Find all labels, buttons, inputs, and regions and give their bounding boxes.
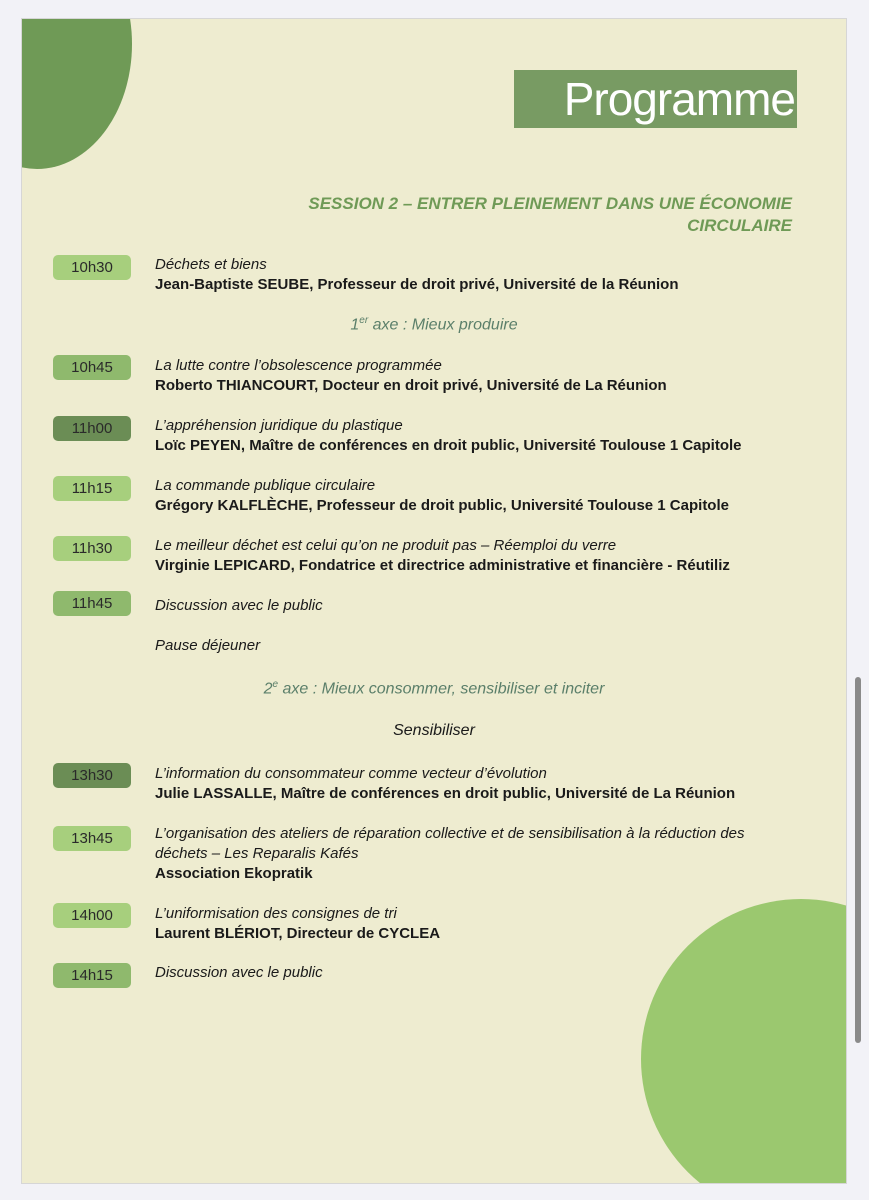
speaker: Jean-Baptiste SEUBE, Professeur de droit privé, Université de la Réunion	[155, 276, 679, 293]
talk-title: L’information du consommateur comme vecteur d’évolution	[155, 765, 547, 782]
decorative-circle-top-left	[22, 19, 132, 169]
programme-item	[155, 416, 815, 456]
talk-title: L’uniformisation des consignes de tri	[155, 905, 397, 922]
speaker: Loïc PEYEN, Maître de conférences en droit public, Université Toulouse 1 Capitole	[155, 437, 742, 454]
speaker: Laurent BLÉRIOT, Directeur de CYCLEA	[155, 925, 441, 942]
programme-item	[155, 824, 795, 884]
programme-item	[155, 476, 815, 516]
programme-item	[155, 596, 815, 616]
speaker: Grégory KALFLÈCHE, Professeur de droit public, Université Toulouse 1 Capitole	[155, 497, 729, 514]
time-badge: 11h45	[53, 591, 131, 616]
time-badge: 14h00	[53, 903, 131, 928]
programme-item	[155, 904, 815, 944]
talk-title: Discussion avec le public	[155, 597, 323, 614]
time-badge: 11h00	[53, 416, 131, 441]
scrollbar[interactable]	[855, 677, 861, 1043]
talk-title: L’organisation des ateliers de réparation collective et de sensibilisation à la réduction des déchets – Les Reparalis Kafés	[155, 825, 745, 862]
time-badge: 13h30	[53, 763, 131, 788]
speaker: Virginie LEPICARD, Fondatrice et directrice administrative et financière - Réutiliz	[155, 557, 730, 574]
page-title: Programme	[514, 70, 797, 128]
speaker: Julie LASSALLE, Maître de conférences en droit public, Université de La Réunion	[155, 785, 736, 802]
axe-heading: 1er axe : Mieux produire	[350, 315, 518, 334]
sub-heading: Sensibiliser	[393, 722, 475, 739]
programme-page	[22, 19, 846, 1183]
session-heading: SESSION 2 – ENTRER PLEINEMENT DANS UNE ÉCONOMIE CIRCULAIRE	[308, 194, 792, 235]
time-badge: 10h30	[53, 255, 131, 280]
time-badge: 11h15	[53, 476, 131, 501]
programme-item	[155, 963, 815, 983]
talk-title: Déchets et biens	[155, 256, 267, 273]
talk-title: Le meilleur déchet est celui qu’on ne produit pas – Réemploi du verre	[155, 537, 617, 554]
programme-item	[155, 764, 815, 804]
speaker: Association Ekopratik	[155, 865, 313, 882]
talk-title: La lutte contre l’obsolescence programmée	[155, 357, 442, 374]
talk-title: La commande publique circulaire	[155, 477, 376, 494]
time-badge: 10h45	[53, 355, 131, 380]
speaker: Roberto THIANCOURT, Docteur en droit privé, Université de La Réunion	[155, 377, 667, 394]
talk-title: L’appréhension juridique du plastique	[155, 417, 403, 434]
time-badge: 14h15	[53, 963, 131, 988]
axe-heading: 2e axe : Mieux consommer, sensibiliser et inciter	[263, 679, 605, 698]
talk-title: Discussion avec le public	[155, 964, 323, 981]
time-badge: 11h30	[53, 536, 131, 561]
programme-item	[155, 536, 815, 576]
time-badge: 13h45	[53, 826, 131, 851]
pause-label: Pause déjeuner	[155, 637, 261, 654]
programme-item	[155, 356, 815, 396]
programme-item	[155, 255, 815, 295]
